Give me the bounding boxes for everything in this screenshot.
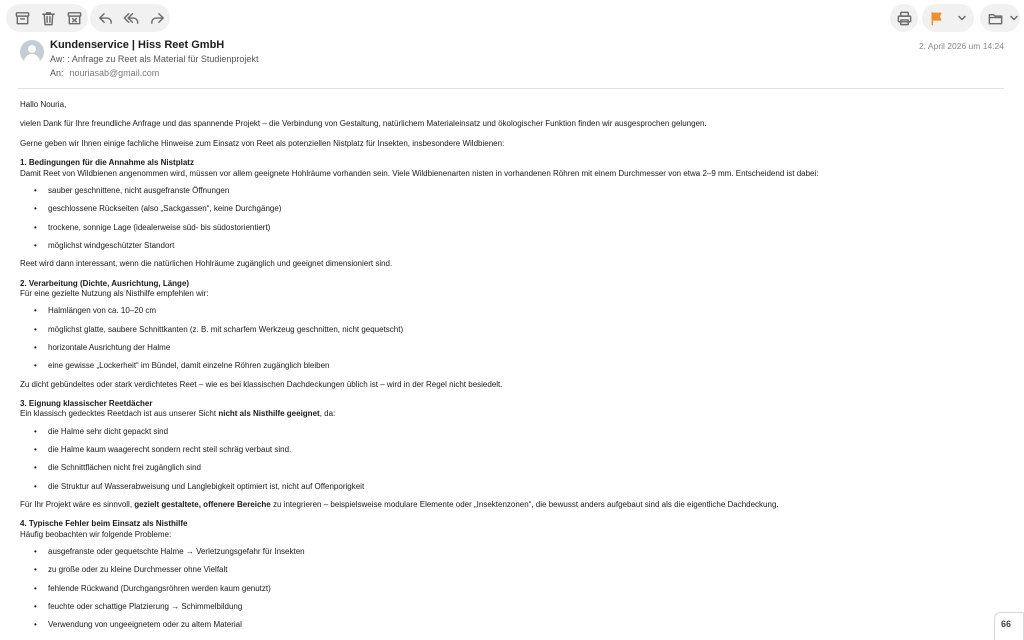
- list-item: • Verwendung von ungeeignetem oder zu altem Material: [34, 620, 242, 630]
- section-heading: 1. Bedingungen für die Annahme als Nistplatz: [20, 158, 194, 168]
- move-group: [980, 4, 1020, 32]
- print-group: [890, 4, 918, 32]
- section-heading: 4. Typische Fehler beim Einsatz als Nisthilfe: [20, 519, 188, 529]
- list-item: • die Schnittflächen nicht frei zugänglich sind: [34, 463, 201, 473]
- section-text: Damit Reet von Wildbienen angenommen wird, müssen vor allem geeignete Hohlräume vorhanden sein. Viele Wildbienenarten nisten in vorhandenen Röhren mit einem Durchmesser von etwa 2–9 mm. Entscheidend ist dabei:: [20, 168, 819, 178]
- list-item: • fehlende Rückwand (Durchgangsröhren werden kaum genutzt): [34, 583, 271, 593]
- flag-icon[interactable]: [924, 5, 949, 31]
- list-item: • feuchte oder schattige Platzierung → Schimmelbildung: [34, 601, 243, 611]
- chevron-down-icon[interactable]: [949, 5, 974, 31]
- section-heading: 3. Eignung klassischer Reetdächer: [20, 398, 153, 408]
- list-item: • möglichst windgeschützter Standort: [34, 240, 175, 250]
- intro-paragraph: vielen Dank für Ihre freundliche Anfrage und das spannende Projekt – die Verbindung von Gestaltung, natürlichem Materialeinsatz und ökologischer Funktion finden wir ausgesprochen gelungen.: [20, 119, 707, 129]
- list-item: • zu große oder zu kleine Durchmesser ohne Vielfalt: [34, 565, 228, 575]
- forward-icon[interactable]: [144, 5, 170, 31]
- folder-icon[interactable]: [983, 5, 1008, 31]
- header-divider: [18, 88, 1004, 89]
- section-text: Für eine gezielte Nutzung als Nisthilfe empfehlen wir:: [20, 288, 209, 298]
- section-text: Ein klassisch gedecktes Reetdach ist aus unserer Sicht nicht als Nisthilfe geeignet, da:: [20, 409, 336, 419]
- sender-name[interactable]: Kundenservice | Hiss Reet GmbH: [50, 39, 225, 51]
- list-item: • trockene, sonnige Lage (idealerweise süd- bis südostorientiert): [34, 222, 271, 232]
- chevron-down-icon[interactable]: [1008, 5, 1020, 31]
- reply-icon[interactable]: [93, 5, 119, 31]
- intro-paragraph-2: Gerne geben wir Ihnen einige fachliche Hinweise zum Einsatz von Reet als potenziellen Nistplatz für Insekten, insbesondere Wildbienen:: [20, 138, 505, 148]
- message-body: [20, 100, 1000, 639]
- list-item: • geschlossene Rückseiten (also „Sackgassen“, keine Durchgänge): [34, 204, 282, 214]
- flag-group: [922, 4, 974, 32]
- greeting: Hallo Nouria,: [20, 100, 67, 109]
- quote-button[interactable]: 66: [994, 612, 1024, 640]
- print-icon[interactable]: [891, 5, 917, 31]
- recipient-line: [50, 68, 159, 78]
- recipient-address[interactable]: nouriasab@gmail.com: [69, 68, 160, 78]
- reply-actions: [90, 4, 170, 32]
- section-after: Reet wird dann interessant, wenn die natürlichen Hohlräume zugänglich und geeignet dimensioniert sind.: [20, 259, 393, 269]
- archive-icon[interactable]: [9, 5, 35, 31]
- list-item: • möglichst glatte, saubere Schnittkanten (z. B. mit scharfem Werkzeug geschnitten, nicht gequetscht): [34, 324, 404, 334]
- section-text: Häufig beobachten wir folgende Probleme:: [20, 529, 172, 539]
- subject-line: Aw: : Anfrage zu Reet als Material für Studienprojekt: [50, 54, 259, 64]
- trash-icon[interactable]: [35, 5, 61, 31]
- avatar: [20, 40, 44, 64]
- section-after: Für Ihr Projekt wäre es sinnvoll, gezielt gestaltete, offenere Bereiche zu integrieren – beispielsweise modulare Elemente oder „Insektenzonen“, die bewusst anders aufgebaut sind als die eigentliche Dachdeckung.: [20, 499, 779, 509]
- junk-icon[interactable]: [61, 5, 87, 31]
- to-label: An:: [50, 68, 64, 78]
- list-item: • eine gewisse „Lockerheit“ im Bündel, damit einzelne Röhren zugänglich bleiben: [34, 361, 330, 371]
- toolbar: [0, 0, 1024, 36]
- list-item: • die Halme kaum waagerecht sondern recht steil schräg verbaut sind.: [34, 444, 292, 454]
- list-item: • die Halme sehr dicht gepackt sind: [34, 426, 169, 436]
- list-item: • ausgefranste oder gequetschte Halme → Verletzungsgefahr für Insekten: [34, 547, 305, 557]
- mailbox-actions: [6, 4, 88, 32]
- list-item: • Halmlängen von ca. 10–20 cm: [34, 306, 157, 316]
- message-date: 2. April 2026 um 14:24: [918, 41, 1004, 51]
- section-heading: 2. Verarbeitung (Dichte, Ausrichtung, Länge): [20, 278, 190, 288]
- section-after: Zu dicht gebündeltes oder stark verdichtetes Reet – wie es bei klassischen Dachdeckungen üblich ist – wird in der Regel nicht besiedelt.: [20, 379, 503, 389]
- list-item: • sauber geschnittene, nicht ausgefranste Öffnungen: [34, 185, 230, 195]
- list-item: • die Struktur auf Wasserabweisung und Langlebigkeit optimiert ist, nicht auf Offenporigkeit: [34, 481, 365, 491]
- message-header: [18, 38, 1006, 90]
- list-item: • horizontale Ausrichtung der Halme: [34, 342, 171, 352]
- reply-all-icon[interactable]: [119, 5, 145, 31]
